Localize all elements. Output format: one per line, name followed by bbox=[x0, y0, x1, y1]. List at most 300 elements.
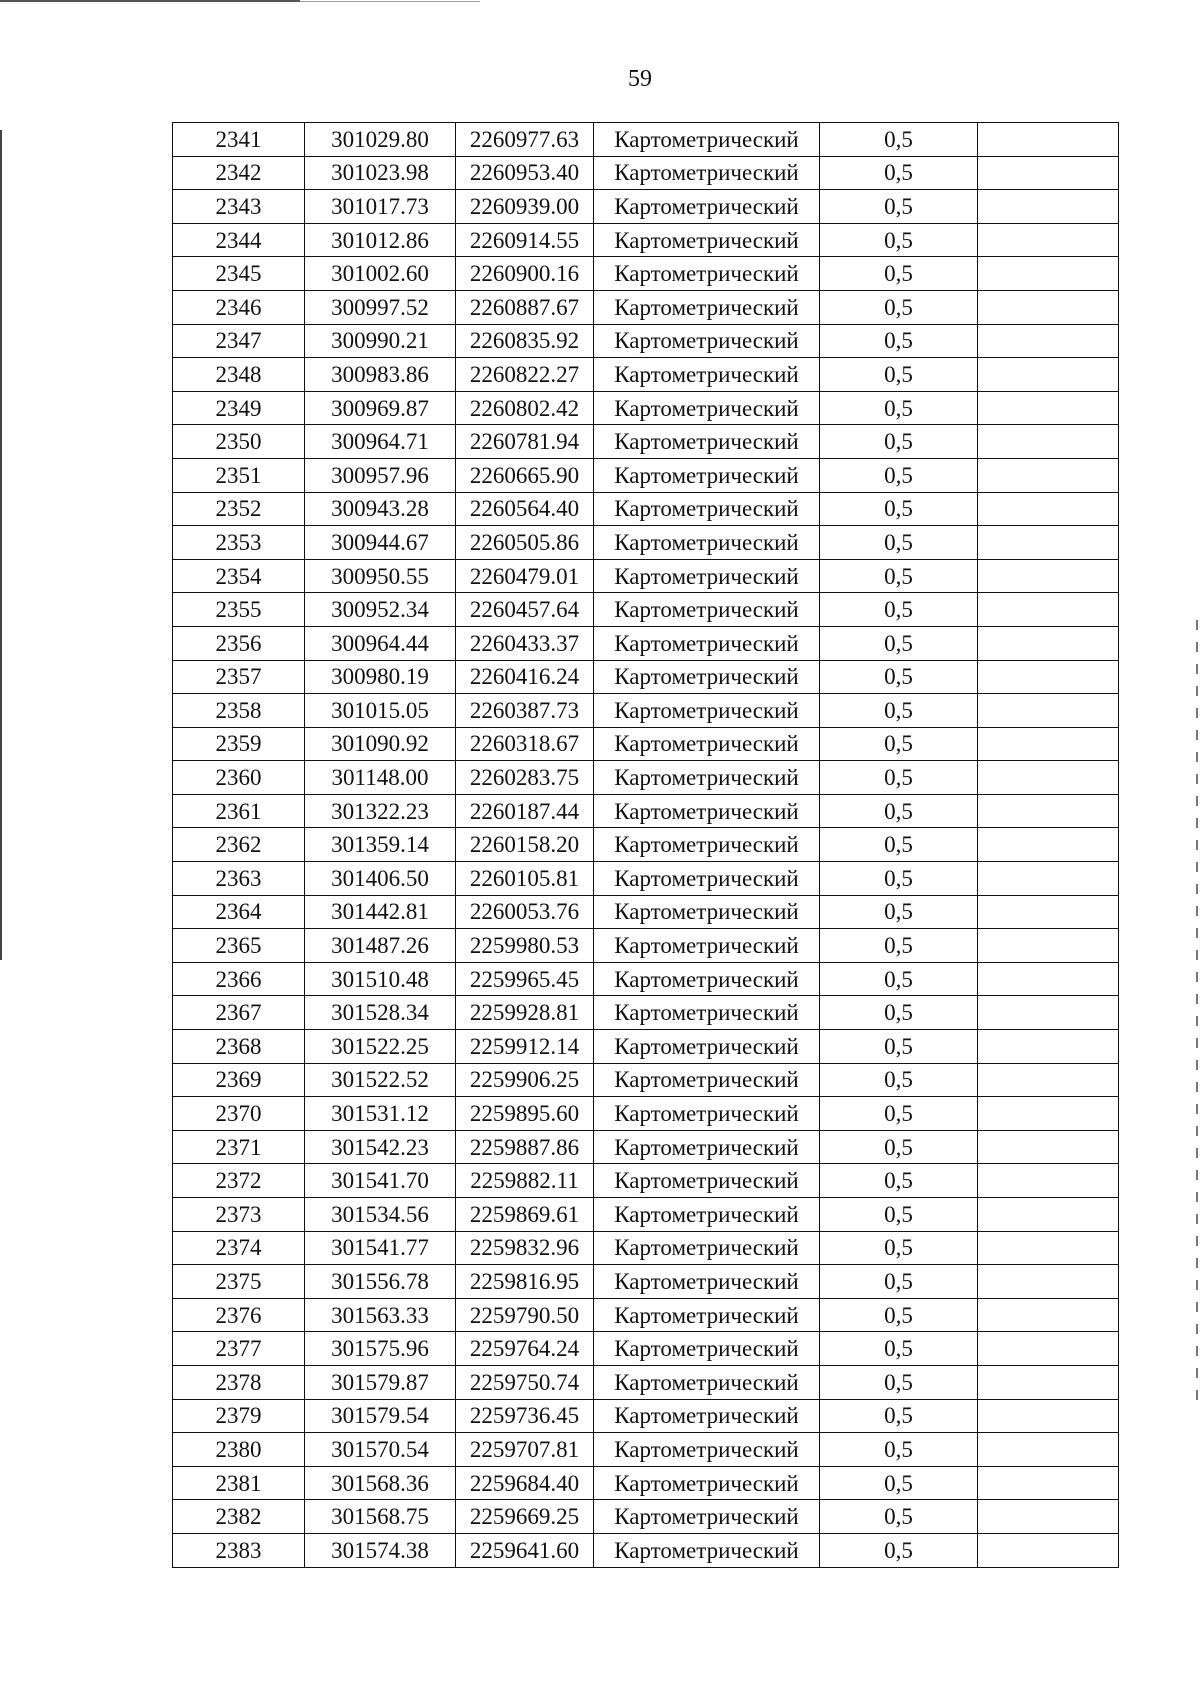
point-number-cell: 2371 bbox=[173, 1130, 305, 1164]
accuracy-cell: 0,5 bbox=[820, 1533, 978, 1567]
table-row bbox=[173, 828, 1119, 862]
accuracy-cell: 0,5 bbox=[820, 458, 978, 492]
note-cell bbox=[978, 156, 1119, 190]
note-cell bbox=[978, 290, 1119, 324]
point-number-cell: 2381 bbox=[173, 1466, 305, 1500]
table-row bbox=[173, 223, 1119, 257]
y-coordinate-cell: 2260887.67 bbox=[456, 290, 594, 324]
method-cell: Картометрический bbox=[594, 1332, 820, 1366]
y-coordinate-cell: 2259816.95 bbox=[456, 1265, 594, 1299]
accuracy-cell: 0,5 bbox=[820, 1130, 978, 1164]
scan-artifact-top-line bbox=[0, 0, 300, 2]
note-cell bbox=[978, 458, 1119, 492]
page-number: 59 bbox=[628, 66, 652, 92]
point-number-cell: 2378 bbox=[173, 1365, 305, 1399]
y-coordinate-cell: 2260822.27 bbox=[456, 358, 594, 392]
y-coordinate-cell: 2260953.40 bbox=[456, 156, 594, 190]
x-coordinate-cell: 301579.54 bbox=[305, 1399, 456, 1433]
accuracy-cell: 0,5 bbox=[820, 694, 978, 728]
y-coordinate-cell: 2259869.61 bbox=[456, 1198, 594, 1232]
y-coordinate-cell: 2260564.40 bbox=[456, 492, 594, 526]
note-cell bbox=[978, 1265, 1119, 1299]
y-coordinate-cell: 2259736.45 bbox=[456, 1399, 594, 1433]
table-row bbox=[173, 593, 1119, 627]
accuracy-cell: 0,5 bbox=[820, 626, 978, 660]
x-coordinate-cell: 301541.77 bbox=[305, 1231, 456, 1265]
method-cell: Картометрический bbox=[594, 727, 820, 761]
table-row bbox=[173, 190, 1119, 224]
accuracy-cell: 0,5 bbox=[820, 257, 978, 291]
note-cell bbox=[978, 1533, 1119, 1567]
point-number-cell: 2361 bbox=[173, 794, 305, 828]
method-cell: Картометрический bbox=[594, 794, 820, 828]
accuracy-cell: 0,5 bbox=[820, 1030, 978, 1064]
x-coordinate-cell: 301556.78 bbox=[305, 1265, 456, 1299]
point-number-cell: 2374 bbox=[173, 1231, 305, 1265]
method-cell: Картометрический bbox=[594, 324, 820, 358]
accuracy-cell: 0,5 bbox=[820, 996, 978, 1030]
note-cell bbox=[978, 1365, 1119, 1399]
note-cell bbox=[978, 1500, 1119, 1534]
x-coordinate-cell: 300980.19 bbox=[305, 660, 456, 694]
y-coordinate-cell: 2259790.50 bbox=[456, 1298, 594, 1332]
note-cell bbox=[978, 1063, 1119, 1097]
accuracy-cell: 0,5 bbox=[820, 156, 978, 190]
y-coordinate-cell: 2259928.81 bbox=[456, 996, 594, 1030]
point-number-cell: 2355 bbox=[173, 593, 305, 627]
point-number-cell: 2369 bbox=[173, 1063, 305, 1097]
note-cell bbox=[978, 761, 1119, 795]
scan-artifact-left-edge bbox=[0, 130, 2, 960]
point-number-cell: 2350 bbox=[173, 425, 305, 459]
y-coordinate-cell: 2259906.25 bbox=[456, 1063, 594, 1097]
method-cell: Картометрический bbox=[594, 1164, 820, 1198]
method-cell: Картометрический bbox=[594, 1500, 820, 1534]
table-row bbox=[173, 660, 1119, 694]
method-cell: Картометрический bbox=[594, 257, 820, 291]
method-cell: Картометрический bbox=[594, 929, 820, 963]
x-coordinate-cell: 301570.54 bbox=[305, 1433, 456, 1467]
x-coordinate-cell: 301531.12 bbox=[305, 1097, 456, 1131]
method-cell: Картометрический bbox=[594, 123, 820, 157]
table-row bbox=[173, 1063, 1119, 1097]
method-cell: Картометрический bbox=[594, 358, 820, 392]
table-row bbox=[173, 1466, 1119, 1500]
accuracy-cell: 0,5 bbox=[820, 290, 978, 324]
note-cell bbox=[978, 324, 1119, 358]
point-number-cell: 2376 bbox=[173, 1298, 305, 1332]
point-number-cell: 2341 bbox=[173, 123, 305, 157]
note-cell bbox=[978, 962, 1119, 996]
x-coordinate-cell: 301542.23 bbox=[305, 1130, 456, 1164]
point-number-cell: 2383 bbox=[173, 1533, 305, 1567]
y-coordinate-cell: 2259750.74 bbox=[456, 1365, 594, 1399]
y-coordinate-cell: 2260835.92 bbox=[456, 324, 594, 358]
method-cell: Картометрический bbox=[594, 1231, 820, 1265]
table-row bbox=[173, 458, 1119, 492]
x-coordinate-cell: 300964.71 bbox=[305, 425, 456, 459]
table-row bbox=[173, 1500, 1119, 1534]
point-number-cell: 2379 bbox=[173, 1399, 305, 1433]
table-row bbox=[173, 1332, 1119, 1366]
x-coordinate-cell: 301023.98 bbox=[305, 156, 456, 190]
table-row bbox=[173, 1231, 1119, 1265]
point-number-cell: 2345 bbox=[173, 257, 305, 291]
x-coordinate-cell: 300964.44 bbox=[305, 626, 456, 660]
note-cell bbox=[978, 828, 1119, 862]
point-number-cell: 2344 bbox=[173, 223, 305, 257]
accuracy-cell: 0,5 bbox=[820, 1063, 978, 1097]
method-cell: Картометрический bbox=[594, 156, 820, 190]
y-coordinate-cell: 2260318.67 bbox=[456, 727, 594, 761]
y-coordinate-cell: 2260665.90 bbox=[456, 458, 594, 492]
table-row bbox=[173, 559, 1119, 593]
y-coordinate-cell: 2260158.20 bbox=[456, 828, 594, 862]
method-cell: Картометрический bbox=[594, 1097, 820, 1131]
method-cell: Картометрический bbox=[594, 1533, 820, 1567]
table-row bbox=[173, 156, 1119, 190]
note-cell bbox=[978, 660, 1119, 694]
x-coordinate-cell: 301148.00 bbox=[305, 761, 456, 795]
table-row bbox=[173, 425, 1119, 459]
y-coordinate-cell: 2260781.94 bbox=[456, 425, 594, 459]
table-row bbox=[173, 727, 1119, 761]
point-number-cell: 2357 bbox=[173, 660, 305, 694]
x-coordinate-cell: 301029.80 bbox=[305, 123, 456, 157]
accuracy-cell: 0,5 bbox=[820, 1164, 978, 1198]
method-cell: Картометрический bbox=[594, 223, 820, 257]
note-cell bbox=[978, 1298, 1119, 1332]
x-coordinate-cell: 301002.60 bbox=[305, 257, 456, 291]
x-coordinate-cell: 300944.67 bbox=[305, 526, 456, 560]
table-row bbox=[173, 1130, 1119, 1164]
note-cell bbox=[978, 391, 1119, 425]
table-row bbox=[173, 996, 1119, 1030]
accuracy-cell: 0,5 bbox=[820, 593, 978, 627]
note-cell bbox=[978, 190, 1119, 224]
accuracy-cell: 0,5 bbox=[820, 1265, 978, 1299]
point-number-cell: 2363 bbox=[173, 862, 305, 896]
accuracy-cell: 0,5 bbox=[820, 324, 978, 358]
y-coordinate-cell: 2260977.63 bbox=[456, 123, 594, 157]
table-row bbox=[173, 1097, 1119, 1131]
table-row bbox=[173, 492, 1119, 526]
point-number-cell: 2372 bbox=[173, 1164, 305, 1198]
note-cell bbox=[978, 425, 1119, 459]
table-row bbox=[173, 1265, 1119, 1299]
point-number-cell: 2382 bbox=[173, 1500, 305, 1534]
table-row bbox=[173, 526, 1119, 560]
y-coordinate-cell: 2259764.24 bbox=[456, 1332, 594, 1366]
x-coordinate-cell: 300950.55 bbox=[305, 559, 456, 593]
note-cell bbox=[978, 1399, 1119, 1433]
y-coordinate-cell: 2260479.01 bbox=[456, 559, 594, 593]
y-coordinate-cell: 2260457.64 bbox=[456, 593, 594, 627]
point-number-cell: 2370 bbox=[173, 1097, 305, 1131]
accuracy-cell: 0,5 bbox=[820, 190, 978, 224]
y-coordinate-cell: 2259965.45 bbox=[456, 962, 594, 996]
x-coordinate-cell: 301563.33 bbox=[305, 1298, 456, 1332]
accuracy-cell: 0,5 bbox=[820, 1466, 978, 1500]
point-number-cell: 2368 bbox=[173, 1030, 305, 1064]
table-row bbox=[173, 1365, 1119, 1399]
note-cell bbox=[978, 996, 1119, 1030]
accuracy-cell: 0,5 bbox=[820, 1097, 978, 1131]
accuracy-cell: 0,5 bbox=[820, 1298, 978, 1332]
method-cell: Картометрический bbox=[594, 761, 820, 795]
method-cell: Картометрический bbox=[594, 1030, 820, 1064]
point-number-cell: 2365 bbox=[173, 929, 305, 963]
y-coordinate-cell: 2260914.55 bbox=[456, 223, 594, 257]
x-coordinate-cell: 301574.38 bbox=[305, 1533, 456, 1567]
point-number-cell: 2346 bbox=[173, 290, 305, 324]
method-cell: Картометрический bbox=[594, 828, 820, 862]
point-number-cell: 2367 bbox=[173, 996, 305, 1030]
method-cell: Картометрический bbox=[594, 593, 820, 627]
y-coordinate-cell: 2259980.53 bbox=[456, 929, 594, 963]
table-row bbox=[173, 1399, 1119, 1433]
point-number-cell: 2349 bbox=[173, 391, 305, 425]
table-row bbox=[173, 761, 1119, 795]
accuracy-cell: 0,5 bbox=[820, 1198, 978, 1232]
accuracy-cell: 0,5 bbox=[820, 1399, 978, 1433]
x-coordinate-cell: 301568.75 bbox=[305, 1500, 456, 1534]
y-coordinate-cell: 2260187.44 bbox=[456, 794, 594, 828]
y-coordinate-cell: 2260387.73 bbox=[456, 694, 594, 728]
x-coordinate-cell: 301534.56 bbox=[305, 1198, 456, 1232]
note-cell bbox=[978, 895, 1119, 929]
table-row bbox=[173, 1533, 1119, 1567]
table-row bbox=[173, 929, 1119, 963]
method-cell: Картометрический bbox=[594, 962, 820, 996]
table-row bbox=[173, 1433, 1119, 1467]
point-number-cell: 2352 bbox=[173, 492, 305, 526]
point-number-cell: 2343 bbox=[173, 190, 305, 224]
table-row bbox=[173, 1030, 1119, 1064]
method-cell: Картометрический bbox=[594, 694, 820, 728]
coordinates-table bbox=[172, 122, 1119, 1568]
accuracy-cell: 0,5 bbox=[820, 223, 978, 257]
table-row bbox=[173, 290, 1119, 324]
scan-artifact-top-line-faint bbox=[300, 1, 480, 2]
method-cell: Картометрический bbox=[594, 1466, 820, 1500]
x-coordinate-cell: 301541.70 bbox=[305, 1164, 456, 1198]
point-number-cell: 2342 bbox=[173, 156, 305, 190]
point-number-cell: 2373 bbox=[173, 1198, 305, 1232]
note-cell bbox=[978, 694, 1119, 728]
accuracy-cell: 0,5 bbox=[820, 761, 978, 795]
point-number-cell: 2366 bbox=[173, 962, 305, 996]
table-row bbox=[173, 358, 1119, 392]
y-coordinate-cell: 2259669.25 bbox=[456, 1500, 594, 1534]
note-cell bbox=[978, 1130, 1119, 1164]
x-coordinate-cell: 301442.81 bbox=[305, 895, 456, 929]
accuracy-cell: 0,5 bbox=[820, 828, 978, 862]
y-coordinate-cell: 2260053.76 bbox=[456, 895, 594, 929]
y-coordinate-cell: 2260283.75 bbox=[456, 761, 594, 795]
method-cell: Картометрический bbox=[594, 1063, 820, 1097]
note-cell bbox=[978, 1198, 1119, 1232]
note-cell bbox=[978, 492, 1119, 526]
point-number-cell: 2362 bbox=[173, 828, 305, 862]
note-cell bbox=[978, 1097, 1119, 1131]
accuracy-cell: 0,5 bbox=[820, 358, 978, 392]
point-number-cell: 2377 bbox=[173, 1332, 305, 1366]
y-coordinate-cell: 2260939.00 bbox=[456, 190, 594, 224]
x-coordinate-cell: 300990.21 bbox=[305, 324, 456, 358]
point-number-cell: 2348 bbox=[173, 358, 305, 392]
y-coordinate-cell: 2259895.60 bbox=[456, 1097, 594, 1131]
note-cell bbox=[978, 593, 1119, 627]
note-cell bbox=[978, 123, 1119, 157]
method-cell: Картометрический bbox=[594, 1365, 820, 1399]
table-row bbox=[173, 1164, 1119, 1198]
point-number-cell: 2358 bbox=[173, 694, 305, 728]
note-cell bbox=[978, 526, 1119, 560]
point-number-cell: 2380 bbox=[173, 1433, 305, 1467]
note-cell bbox=[978, 1231, 1119, 1265]
y-coordinate-cell: 2259707.81 bbox=[456, 1433, 594, 1467]
scan-artifact-right-edge bbox=[1196, 620, 1198, 1400]
note-cell bbox=[978, 1433, 1119, 1467]
y-coordinate-cell: 2260433.37 bbox=[456, 626, 594, 660]
x-coordinate-cell: 301406.50 bbox=[305, 862, 456, 896]
y-coordinate-cell: 2260802.42 bbox=[456, 391, 594, 425]
y-coordinate-cell: 2259832.96 bbox=[456, 1231, 594, 1265]
y-coordinate-cell: 2259684.40 bbox=[456, 1466, 594, 1500]
note-cell bbox=[978, 862, 1119, 896]
table-row bbox=[173, 1298, 1119, 1332]
method-cell: Картометрический bbox=[594, 559, 820, 593]
accuracy-cell: 0,5 bbox=[820, 660, 978, 694]
note-cell bbox=[978, 358, 1119, 392]
note-cell bbox=[978, 1332, 1119, 1366]
x-coordinate-cell: 300943.28 bbox=[305, 492, 456, 526]
accuracy-cell: 0,5 bbox=[820, 929, 978, 963]
method-cell: Картометрический bbox=[594, 1433, 820, 1467]
note-cell bbox=[978, 1466, 1119, 1500]
table-row bbox=[173, 123, 1119, 157]
x-coordinate-cell: 300969.87 bbox=[305, 391, 456, 425]
point-number-cell: 2359 bbox=[173, 727, 305, 761]
note-cell bbox=[978, 727, 1119, 761]
table-row bbox=[173, 862, 1119, 896]
x-coordinate-cell: 301522.52 bbox=[305, 1063, 456, 1097]
note-cell bbox=[978, 1030, 1119, 1064]
method-cell: Картометрический bbox=[594, 425, 820, 459]
x-coordinate-cell: 301090.92 bbox=[305, 727, 456, 761]
method-cell: Картометрический bbox=[594, 526, 820, 560]
table-row bbox=[173, 962, 1119, 996]
accuracy-cell: 0,5 bbox=[820, 862, 978, 896]
x-coordinate-cell: 301575.96 bbox=[305, 1332, 456, 1366]
method-cell: Картометрический bbox=[594, 1399, 820, 1433]
x-coordinate-cell: 301522.25 bbox=[305, 1030, 456, 1064]
table-row bbox=[173, 324, 1119, 358]
method-cell: Картометрический bbox=[594, 492, 820, 526]
point-number-cell: 2375 bbox=[173, 1265, 305, 1299]
table-row bbox=[173, 794, 1119, 828]
note-cell bbox=[978, 223, 1119, 257]
method-cell: Картометрический bbox=[594, 626, 820, 660]
note-cell bbox=[978, 794, 1119, 828]
method-cell: Картометрический bbox=[594, 1130, 820, 1164]
table-row bbox=[173, 895, 1119, 929]
point-number-cell: 2354 bbox=[173, 559, 305, 593]
x-coordinate-cell: 300952.34 bbox=[305, 593, 456, 627]
accuracy-cell: 0,5 bbox=[820, 1231, 978, 1265]
x-coordinate-cell: 301015.05 bbox=[305, 694, 456, 728]
x-coordinate-cell: 301017.73 bbox=[305, 190, 456, 224]
point-number-cell: 2353 bbox=[173, 526, 305, 560]
accuracy-cell: 0,5 bbox=[820, 526, 978, 560]
point-number-cell: 2351 bbox=[173, 458, 305, 492]
accuracy-cell: 0,5 bbox=[820, 1433, 978, 1467]
note-cell bbox=[978, 559, 1119, 593]
accuracy-cell: 0,5 bbox=[820, 559, 978, 593]
x-coordinate-cell: 301510.48 bbox=[305, 962, 456, 996]
accuracy-cell: 0,5 bbox=[820, 794, 978, 828]
table-row bbox=[173, 391, 1119, 425]
method-cell: Картометрический bbox=[594, 290, 820, 324]
method-cell: Картометрический bbox=[594, 391, 820, 425]
x-coordinate-cell: 301359.14 bbox=[305, 828, 456, 862]
y-coordinate-cell: 2260105.81 bbox=[456, 862, 594, 896]
accuracy-cell: 0,5 bbox=[820, 123, 978, 157]
note-cell bbox=[978, 257, 1119, 291]
method-cell: Картометрический bbox=[594, 660, 820, 694]
accuracy-cell: 0,5 bbox=[820, 895, 978, 929]
point-number-cell: 2356 bbox=[173, 626, 305, 660]
y-coordinate-cell: 2259882.11 bbox=[456, 1164, 594, 1198]
y-coordinate-cell: 2260505.86 bbox=[456, 526, 594, 560]
method-cell: Картометрический bbox=[594, 1298, 820, 1332]
method-cell: Картометрический bbox=[594, 190, 820, 224]
x-coordinate-cell: 301528.34 bbox=[305, 996, 456, 1030]
accuracy-cell: 0,5 bbox=[820, 727, 978, 761]
table-row bbox=[173, 694, 1119, 728]
y-coordinate-cell: 2259887.86 bbox=[456, 1130, 594, 1164]
accuracy-cell: 0,5 bbox=[820, 1365, 978, 1399]
method-cell: Картометрический bbox=[594, 1265, 820, 1299]
accuracy-cell: 0,5 bbox=[820, 425, 978, 459]
method-cell: Картометрический bbox=[594, 1198, 820, 1232]
note-cell bbox=[978, 1164, 1119, 1198]
accuracy-cell: 0,5 bbox=[820, 1500, 978, 1534]
x-coordinate-cell: 301568.36 bbox=[305, 1466, 456, 1500]
method-cell: Картометрический bbox=[594, 996, 820, 1030]
point-number-cell: 2364 bbox=[173, 895, 305, 929]
y-coordinate-cell: 2260900.16 bbox=[456, 257, 594, 291]
point-number-cell: 2360 bbox=[173, 761, 305, 795]
x-coordinate-cell: 301579.87 bbox=[305, 1365, 456, 1399]
accuracy-cell: 0,5 bbox=[820, 391, 978, 425]
x-coordinate-cell: 300957.96 bbox=[305, 458, 456, 492]
x-coordinate-cell: 300983.86 bbox=[305, 358, 456, 392]
table-row bbox=[173, 1198, 1119, 1232]
coordinates-table-body bbox=[173, 123, 1119, 1568]
method-cell: Картометрический bbox=[594, 862, 820, 896]
table-row bbox=[173, 626, 1119, 660]
x-coordinate-cell: 301012.86 bbox=[305, 223, 456, 257]
point-number-cell: 2347 bbox=[173, 324, 305, 358]
method-cell: Картометрический bbox=[594, 895, 820, 929]
note-cell bbox=[978, 929, 1119, 963]
y-coordinate-cell: 2259641.60 bbox=[456, 1533, 594, 1567]
accuracy-cell: 0,5 bbox=[820, 1332, 978, 1366]
x-coordinate-cell: 301487.26 bbox=[305, 929, 456, 963]
y-coordinate-cell: 2259912.14 bbox=[456, 1030, 594, 1064]
